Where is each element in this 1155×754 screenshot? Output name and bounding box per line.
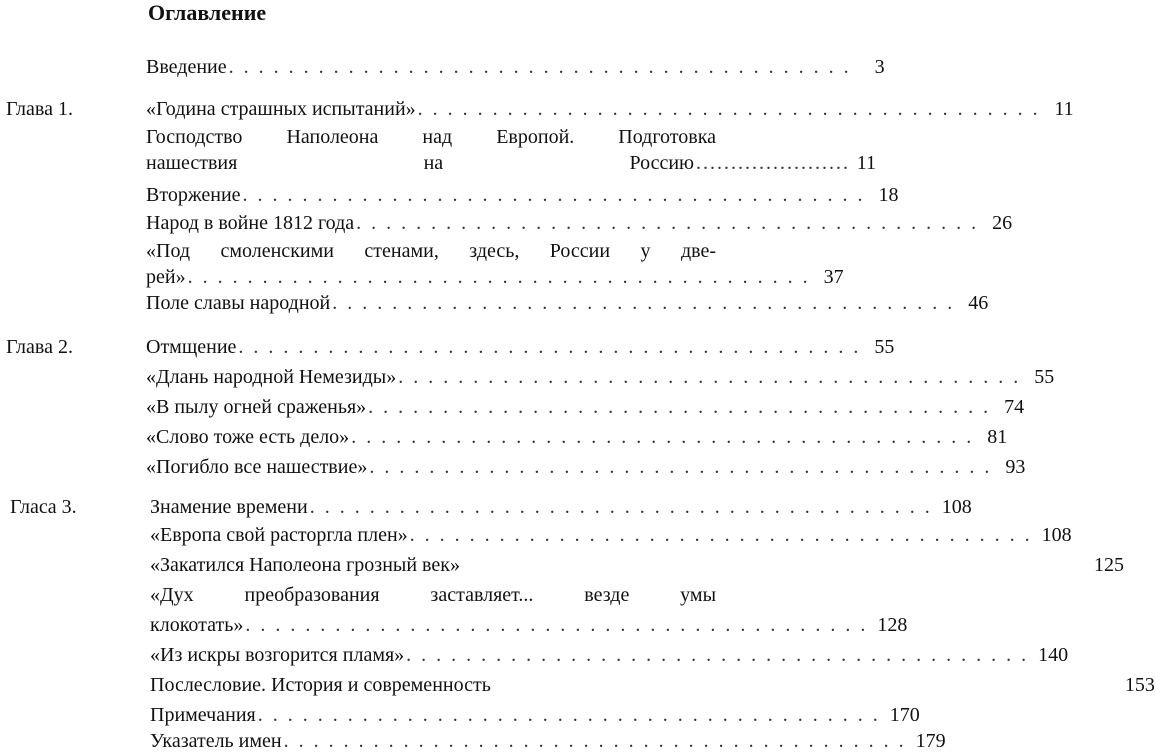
dot-leader: .......................................... [369,456,1000,478]
page-number: 170 [889,704,920,726]
page-number: 74 [1004,396,1025,418]
dot-leader: .......................................... [245,614,876,636]
chapter-label-3: Глаcа 3. [10,496,77,518]
toc-entry-index[interactable] [150,728,946,754]
entry-title-line1: Господство Наполеона над Европой. Подготовка [146,126,716,148]
chapter-label-2: Глава 2. [6,336,73,358]
page-number: 46 [968,292,989,314]
entry-title: Вторжение [146,184,241,206]
dot-leader: .......................................... [398,366,1029,388]
entry-title: «Година страшных испытаний» [146,98,416,120]
page-number: 179 [915,730,946,752]
toc-title: Оглавление [148,0,267,25]
toc-entry[interactable] [146,96,1074,122]
dot-leader: .......................................... [417,98,1048,120]
toc-entry[interactable] [150,522,1072,548]
toc-entry[interactable] [146,124,876,176]
dot-leader [462,552,1092,578]
page-number: 18 [878,184,899,206]
toc-entry[interactable] [150,552,1124,578]
dot-leader: .......................................... [351,426,982,448]
page-number: 93 [1005,456,1026,478]
toc-entry-notes[interactable] [150,702,920,728]
dot-leader: .......................................... [356,212,987,234]
dot-leader: .......................................... [406,644,1037,666]
entry-title: «Длань народной Немезиды» [146,366,397,388]
toc-entry[interactable] [150,582,908,638]
entry-title: Примечания [150,704,256,726]
toc-entry[interactable] [146,238,844,290]
chapter-label-1: Глава 1. [6,98,73,120]
dot-leader: .......................................... [187,266,818,288]
page-number: 37 [823,266,844,288]
page-number: 108 [1041,524,1072,546]
dot-leader: ...................... [696,152,850,174]
entry-title-line2: нашествия на Россию [146,152,694,174]
page-number: 55 [1034,366,1055,388]
toc-entry[interactable] [146,210,1013,236]
dot-leader: .......................................... [309,496,940,518]
toc-entry[interactable] [146,290,989,316]
entry-title: Народ в войне 1812 года [146,212,355,234]
page-number: 125 [1093,554,1124,576]
page-number: 81 [987,426,1008,448]
toc-entry[interactable] [146,364,1055,390]
dot-leader [493,672,1123,698]
toc-entry[interactable] [150,494,972,520]
entry-title: «Слово тоже есть дело» [146,426,350,448]
toc-entry[interactable] [146,394,1025,420]
entry-title-line2: рей» [146,266,186,288]
entry-title: Отмщение [146,336,237,358]
entry-title: Знамение времени [150,496,308,518]
page-number: 140 [1038,644,1069,666]
entry-title: Поле славы народной [146,292,331,314]
page-number: 108 [941,496,972,518]
entry-title: «В пылу огней сраженья» [146,396,367,418]
dot-leader: .......................................... [283,730,914,752]
dot-leader: .......................................... [409,524,1040,546]
page-number: 26 [992,212,1013,234]
entry-title: Указатель имен [150,730,282,752]
toc-entry[interactable] [146,454,1026,480]
dot-leader: .......................................... [368,396,999,418]
entry-title: «Закатился Наполеона грозный век» [150,554,460,576]
toc-entry[interactable] [146,334,895,360]
entry-title: Введение [146,56,227,78]
page-number: 11 [1054,98,1074,120]
toc-entry[interactable] [146,424,1008,450]
toc-entry-intro[interactable] [146,54,885,80]
entry-title-line1: «Дух преобразования заставляет... везде умы [150,584,716,606]
entry-title: Послесловие. История и современность [150,674,491,696]
page-number: 11 [856,152,876,174]
page-number: 55 [874,336,895,358]
entry-title: «Погибло все нашествие» [146,456,368,478]
page-number: 128 [877,614,908,636]
page-number: 153 [1124,674,1155,696]
dot-leader: .......................................... [332,292,963,314]
toc-entry[interactable] [146,182,899,208]
toc-entry[interactable] [150,642,1069,668]
entry-title-line1: «Под смоленскими стенами, здесь, России у две- [146,240,716,262]
dot-leader: .......................................... [228,56,859,78]
dot-leader: .......................................... [257,704,888,726]
entry-title: «Из искры возгорится пламя» [150,644,405,666]
entry-title-line2: клокотать» [150,614,244,636]
toc-entry-afterword[interactable] [150,672,1155,698]
entry-title: «Европа свой расторгла плен» [150,524,408,546]
dot-leader: .......................................... [242,184,873,206]
dot-leader: .......................................... [238,336,869,358]
page-number: 3 [874,56,885,78]
